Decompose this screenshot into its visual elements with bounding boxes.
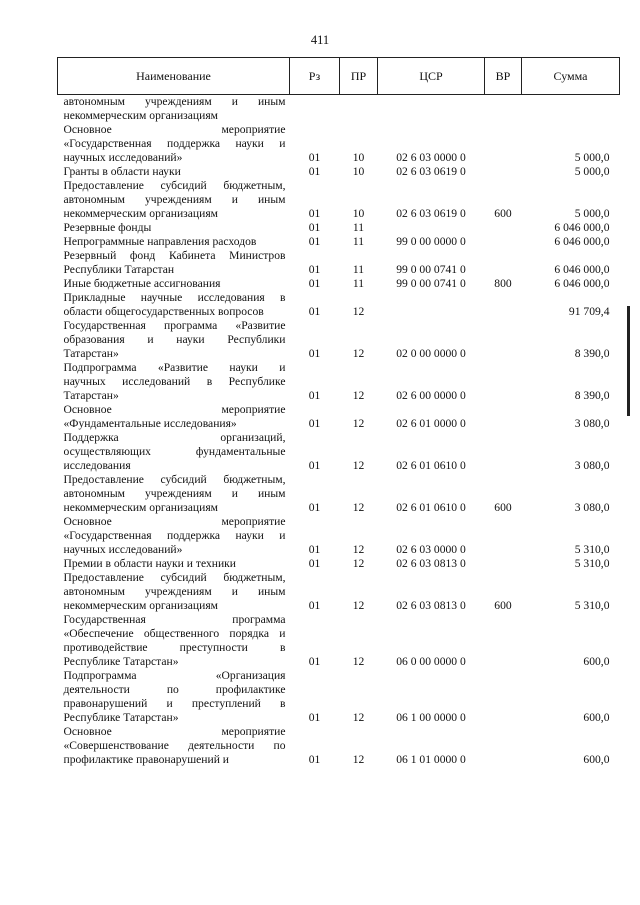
row-name-line: Республике Татарстан» bbox=[63, 655, 179, 668]
row-name bbox=[58, 403, 290, 431]
row-name-line: Татарстан» bbox=[63, 347, 119, 360]
row-name-line: Резервные фонды bbox=[63, 221, 152, 234]
row-csr: 06 0 00 0000 0 bbox=[396, 655, 466, 668]
header-pr: ПР bbox=[340, 58, 378, 95]
row-sum: 5 000,0 bbox=[574, 207, 610, 220]
row-sum: 3 080,0 bbox=[574, 459, 610, 472]
row-csr: 02 6 03 0000 0 bbox=[396, 151, 466, 164]
header-name: Наименование bbox=[58, 58, 290, 95]
row-name-line: осуществляющих фундаментальные bbox=[63, 445, 286, 458]
row-name-line: Основное мероприятие bbox=[63, 123, 286, 136]
row-name-line: некоммерческим организациям bbox=[63, 207, 218, 220]
table-row bbox=[58, 473, 620, 515]
row-pr: 12 bbox=[352, 459, 365, 472]
row-name-line: «Совершенствование деятельности по bbox=[63, 739, 286, 752]
row-pr: 10 bbox=[352, 207, 365, 220]
row-name-line: автономным учреждениям и иным bbox=[63, 487, 286, 500]
row-rz: 01 bbox=[308, 235, 321, 248]
row-vr bbox=[485, 361, 522, 403]
row-name-line: противодействие преступности в bbox=[63, 641, 286, 654]
row-vr bbox=[485, 235, 522, 249]
row-name bbox=[58, 277, 290, 291]
row-name bbox=[58, 613, 290, 669]
row-rz: 01 bbox=[308, 165, 321, 178]
row-name bbox=[58, 361, 290, 403]
table-row bbox=[58, 669, 620, 725]
row-sum: 6 046 000,0 bbox=[554, 263, 610, 276]
row-name-line: деятельности по профилактике bbox=[63, 683, 286, 696]
row-sum: 5 310,0 bbox=[574, 599, 610, 612]
row-name-line: «Обеспечение общественного порядка и bbox=[63, 627, 286, 640]
header-rz: Рз bbox=[290, 58, 340, 95]
row-csr bbox=[378, 291, 485, 319]
row-vr bbox=[485, 669, 522, 725]
row-rz: 01 bbox=[308, 753, 321, 766]
row-name-line: правонарушений и преступлений в bbox=[63, 697, 286, 710]
row-sum: 3 080,0 bbox=[574, 417, 610, 430]
row-csr: 02 6 03 0813 0 bbox=[396, 599, 466, 612]
row-csr: 02 6 03 0619 0 bbox=[396, 165, 466, 178]
row-name-line: Основное мероприятие bbox=[63, 515, 286, 528]
row-pr: 12 bbox=[352, 557, 365, 570]
row-name-line: Предоставление субсидий бюджетным, bbox=[63, 571, 286, 584]
row-name-line: Татарстан» bbox=[63, 389, 119, 402]
row-pr: 12 bbox=[352, 305, 365, 318]
table-row bbox=[58, 725, 620, 767]
row-rz bbox=[290, 95, 340, 124]
table-row bbox=[58, 165, 620, 179]
row-rz: 01 bbox=[308, 501, 321, 514]
table-body bbox=[58, 95, 620, 768]
row-name bbox=[58, 669, 290, 725]
table-row bbox=[58, 571, 620, 613]
row-vr bbox=[485, 123, 522, 165]
table-row bbox=[58, 249, 620, 277]
header-csr: ЦСР bbox=[378, 58, 485, 95]
row-name-line: научных исследований в Республике bbox=[63, 375, 286, 388]
row-csr: 02 6 03 0000 0 bbox=[396, 543, 466, 556]
table-row bbox=[58, 613, 620, 669]
row-rz: 01 bbox=[308, 543, 321, 556]
row-csr: 02 6 01 0610 0 bbox=[396, 501, 466, 514]
row-sum: 5 000,0 bbox=[574, 151, 610, 164]
row-vr bbox=[485, 613, 522, 669]
row-sum: 5 000,0 bbox=[574, 165, 610, 178]
table-row bbox=[58, 319, 620, 361]
row-pr: 12 bbox=[352, 543, 365, 556]
row-name-line: автономным учреждениям и иным bbox=[63, 585, 286, 598]
row-vr bbox=[485, 319, 522, 361]
row-rz: 01 bbox=[308, 417, 321, 430]
row-name bbox=[58, 221, 290, 235]
row-name bbox=[58, 571, 290, 613]
table-row bbox=[58, 361, 620, 403]
row-csr bbox=[378, 95, 485, 124]
row-name bbox=[58, 235, 290, 249]
row-sum: 3 080,0 bbox=[574, 501, 610, 514]
row-name bbox=[58, 179, 290, 221]
row-name-line: некоммерческим организациям bbox=[63, 599, 218, 612]
row-rz: 01 bbox=[308, 459, 321, 472]
table-row bbox=[58, 291, 620, 319]
row-sum: 5 310,0 bbox=[574, 543, 610, 556]
budget-table bbox=[57, 57, 620, 767]
row-csr bbox=[378, 221, 485, 235]
table-row bbox=[58, 221, 620, 235]
row-name bbox=[58, 165, 290, 179]
row-csr: 02 6 01 0000 0 bbox=[396, 417, 466, 430]
row-name-line: автономным учреждениям и иным bbox=[63, 95, 286, 108]
row-name-line: Подпрограмма «Организация bbox=[63, 669, 286, 682]
row-name-line: Резервный фонд Кабинета Министров bbox=[63, 249, 286, 262]
row-name-line: Прикладные научные исследования в bbox=[63, 291, 286, 304]
page-number: 411 bbox=[310, 33, 330, 47]
row-name-line: научных исследований» bbox=[63, 543, 183, 556]
row-pr: 12 bbox=[352, 389, 365, 402]
row-sum: 600,0 bbox=[583, 711, 610, 724]
row-sum: 600,0 bbox=[583, 655, 610, 668]
row-csr: 99 0 00 0000 0 bbox=[396, 235, 466, 248]
row-name-line: «Государственная поддержка науки и bbox=[63, 529, 286, 542]
row-pr bbox=[340, 95, 378, 124]
row-rz: 01 bbox=[308, 711, 321, 724]
row-name-line: Иные бюджетные ассигнования bbox=[63, 277, 221, 290]
row-vr: 800 bbox=[494, 277, 512, 290]
row-vr bbox=[485, 165, 522, 179]
row-vr bbox=[485, 291, 522, 319]
row-name-line: Предоставление субсидий бюджетным, bbox=[63, 179, 286, 192]
row-pr: 11 bbox=[352, 235, 365, 248]
row-name bbox=[58, 473, 290, 515]
table-row bbox=[58, 95, 620, 124]
row-rz: 01 bbox=[308, 221, 321, 234]
row-name-line: Подпрограмма «Развитие науки и bbox=[63, 361, 286, 374]
row-name-line: «Государственная поддержка науки и bbox=[63, 137, 286, 150]
row-csr: 02 6 00 0000 0 bbox=[396, 389, 466, 402]
row-name-line: исследования bbox=[63, 459, 131, 472]
row-pr: 12 bbox=[352, 711, 365, 724]
row-name bbox=[58, 725, 290, 767]
row-pr: 12 bbox=[352, 501, 365, 514]
row-rz: 01 bbox=[308, 305, 321, 318]
row-name-line: Основное мероприятие bbox=[63, 725, 286, 738]
row-name-line: Государственная программа bbox=[63, 613, 286, 626]
row-vr: 600 bbox=[494, 599, 512, 612]
header-sum: Сумма bbox=[522, 58, 620, 95]
row-name-line: Предоставление субсидий бюджетным, bbox=[63, 473, 286, 486]
row-name-line: Непрограммные направления расходов bbox=[63, 235, 257, 248]
row-rz: 01 bbox=[308, 151, 321, 164]
row-vr bbox=[485, 249, 522, 277]
header-vr: ВР bbox=[485, 58, 522, 95]
row-name-line: Государственная программа «Развитие bbox=[63, 319, 286, 332]
row-csr: 06 1 00 0000 0 bbox=[396, 711, 466, 724]
table-row bbox=[58, 123, 620, 165]
row-csr: 99 0 00 0741 0 bbox=[396, 277, 466, 290]
row-sum: 5 310,0 bbox=[574, 557, 610, 570]
row-vr bbox=[485, 95, 522, 124]
row-pr: 12 bbox=[352, 655, 365, 668]
row-rz: 01 bbox=[308, 263, 321, 276]
row-vr bbox=[485, 725, 522, 767]
row-pr: 10 bbox=[352, 165, 365, 178]
row-sum: 6 046 000,0 bbox=[554, 235, 610, 248]
row-pr: 12 bbox=[352, 347, 365, 360]
table-row bbox=[58, 515, 620, 557]
row-name-line: Республики Татарстан bbox=[63, 263, 175, 276]
row-name-line: профилактике правонарушений и bbox=[63, 753, 230, 766]
row-name-line: Премии в области науки и техники bbox=[63, 557, 236, 570]
row-rz: 01 bbox=[308, 207, 321, 220]
row-csr: 02 6 01 0610 0 bbox=[396, 459, 466, 472]
row-rz: 01 bbox=[308, 557, 321, 570]
row-pr: 12 bbox=[352, 417, 365, 430]
row-name bbox=[58, 431, 290, 473]
row-name-line: Основное мероприятие bbox=[63, 403, 286, 416]
row-rz: 01 bbox=[308, 599, 321, 612]
table-row bbox=[58, 277, 620, 291]
row-vr: 600 bbox=[494, 501, 512, 514]
row-pr: 12 bbox=[352, 753, 365, 766]
row-vr bbox=[485, 403, 522, 431]
row-csr: 02 0 00 0000 0 bbox=[396, 347, 466, 360]
row-pr: 11 bbox=[352, 263, 365, 276]
row-csr: 02 6 03 0813 0 bbox=[396, 557, 466, 570]
row-csr: 02 6 03 0619 0 bbox=[396, 207, 466, 220]
row-sum bbox=[522, 95, 620, 124]
row-sum: 91 709,4 bbox=[568, 305, 610, 318]
row-name bbox=[58, 291, 290, 319]
row-name bbox=[58, 95, 290, 124]
table-row bbox=[58, 431, 620, 473]
table-row bbox=[58, 235, 620, 249]
row-name-line: области общегосударственных вопросов bbox=[63, 305, 264, 318]
row-vr bbox=[485, 431, 522, 473]
row-csr: 99 0 00 0741 0 bbox=[396, 263, 466, 276]
row-name-line: «Фундаментальные исследования» bbox=[63, 417, 237, 430]
row-sum: 600,0 bbox=[583, 753, 610, 766]
table-header bbox=[58, 58, 620, 95]
row-pr: 12 bbox=[352, 599, 365, 612]
row-name-line: некоммерческим организациям bbox=[63, 109, 218, 122]
row-rz: 01 bbox=[308, 389, 321, 402]
row-name-line: Поддержка организаций, bbox=[63, 431, 286, 444]
table-row bbox=[58, 179, 620, 221]
row-csr: 06 1 01 0000 0 bbox=[396, 753, 466, 766]
row-name-line: Гранты в области науки bbox=[63, 165, 181, 178]
row-rz: 01 bbox=[308, 277, 321, 290]
row-name bbox=[58, 515, 290, 557]
row-name-line: образования и науки Республики bbox=[63, 333, 286, 346]
row-vr bbox=[485, 221, 522, 235]
row-rz: 01 bbox=[308, 347, 321, 360]
row-rz: 01 bbox=[308, 655, 321, 668]
row-vr: 600 bbox=[494, 207, 512, 220]
row-sum: 6 046 000,0 bbox=[554, 221, 610, 234]
row-pr: 10 bbox=[352, 151, 365, 164]
row-name-line: научных исследований» bbox=[63, 151, 183, 164]
row-vr bbox=[485, 557, 522, 571]
row-vr bbox=[485, 515, 522, 557]
row-sum: 6 046 000,0 bbox=[554, 277, 610, 290]
row-sum: 8 390,0 bbox=[574, 389, 610, 402]
row-name-line: некоммерческим организациям bbox=[63, 501, 218, 514]
row-name bbox=[58, 249, 290, 277]
scan-edge-mark bbox=[627, 306, 630, 416]
row-name bbox=[58, 319, 290, 361]
row-name-line: Республике Татарстан» bbox=[63, 711, 179, 724]
row-sum: 8 390,0 bbox=[574, 347, 610, 360]
table-row bbox=[58, 557, 620, 571]
row-name-line: автономным учреждениям и иным bbox=[63, 193, 286, 206]
row-pr: 11 bbox=[352, 221, 365, 234]
row-name bbox=[58, 123, 290, 165]
row-name bbox=[58, 557, 290, 571]
table-row bbox=[58, 403, 620, 431]
row-pr: 11 bbox=[352, 277, 365, 290]
